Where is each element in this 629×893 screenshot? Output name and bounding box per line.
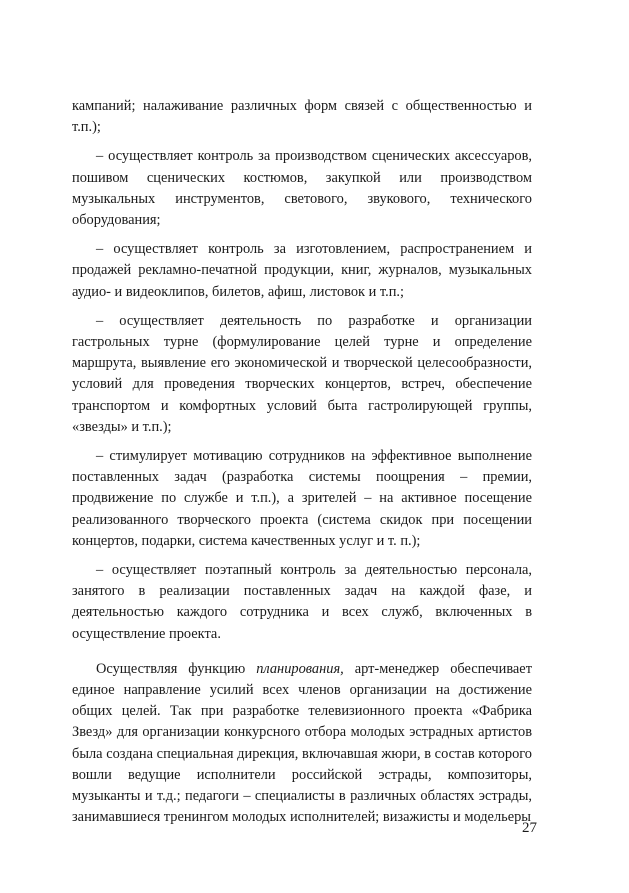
paragraph-5: – стимулирует мотивацию сотрудников на эффективное выполнение поставленных задач (разработка системы поощрения – премии, продвижение по службе и т.п.), а зрителей – на активное посещение реализованного творческого проекта (система скидок при посещении концертов, подарки, система качественных услуг и т. п.); [72,448,532,549]
paragraph-main [72,659,532,829]
main-text-before: Осуществляя функцию [96,660,257,677]
main-text-after: арт-менеджер обеспечивает единое направление усилий всех членов организации на достижение общих целей. Так при разработке телевизионного проекта «Фабрика Звезд» для организации конкурсного отбора молодых эстрадных артистов была создана специальная дирекция, включавшая жюри, в состав которого вошли ведущие исполнители российской эстрады, композиторы, музыканты и т.д.; педагоги – специалисты в различных областях эстрады, занимавшиеся тренингом молодых исполнителей; визажисты и модельеры [72,660,532,826]
paragraph-4: – осуществляет деятельность по разработке и организации гастрольных турне (формулирование целей турне и определение маршрута, выявление его экономической и творческой целесообразности, условий для проведения творческих концертов, встреч, обеспечение транспортом и комфортных условий быта гастролирующей группы, «звезды» и т.п.); [72,312,532,435]
main-text-emphasis: планирования, [256,660,344,677]
paragraph-2: – осуществляет контроль за производством сценических аксессуаров, пошивом сценических костюмов, закупкой или производством музыкальных инструментов, светового, звукового, технического оборудования; [72,148,532,229]
paragraph-1: кампаний; налаживание различных форм связей с общественностью и т.п.); [72,98,532,136]
body-text [72,96,532,837]
paragraph-3: – осуществляет контроль за изготовлением, распространением и продажей рекламно-печатной продукции, книг, журналов, музыкальных аудио- и видеоклипов, билетов, афиш, листовок и т.п.; [72,241,532,300]
paragraph-6: – осуществляет поэтапный контроль за деятельностью персонала, занятого в реализации поставленных задач на каждой фазе, и деятельностью каждого сотрудника и всех служб, включенных в осуществление проекта. [72,562,532,642]
page-number: 27 [522,820,537,836]
